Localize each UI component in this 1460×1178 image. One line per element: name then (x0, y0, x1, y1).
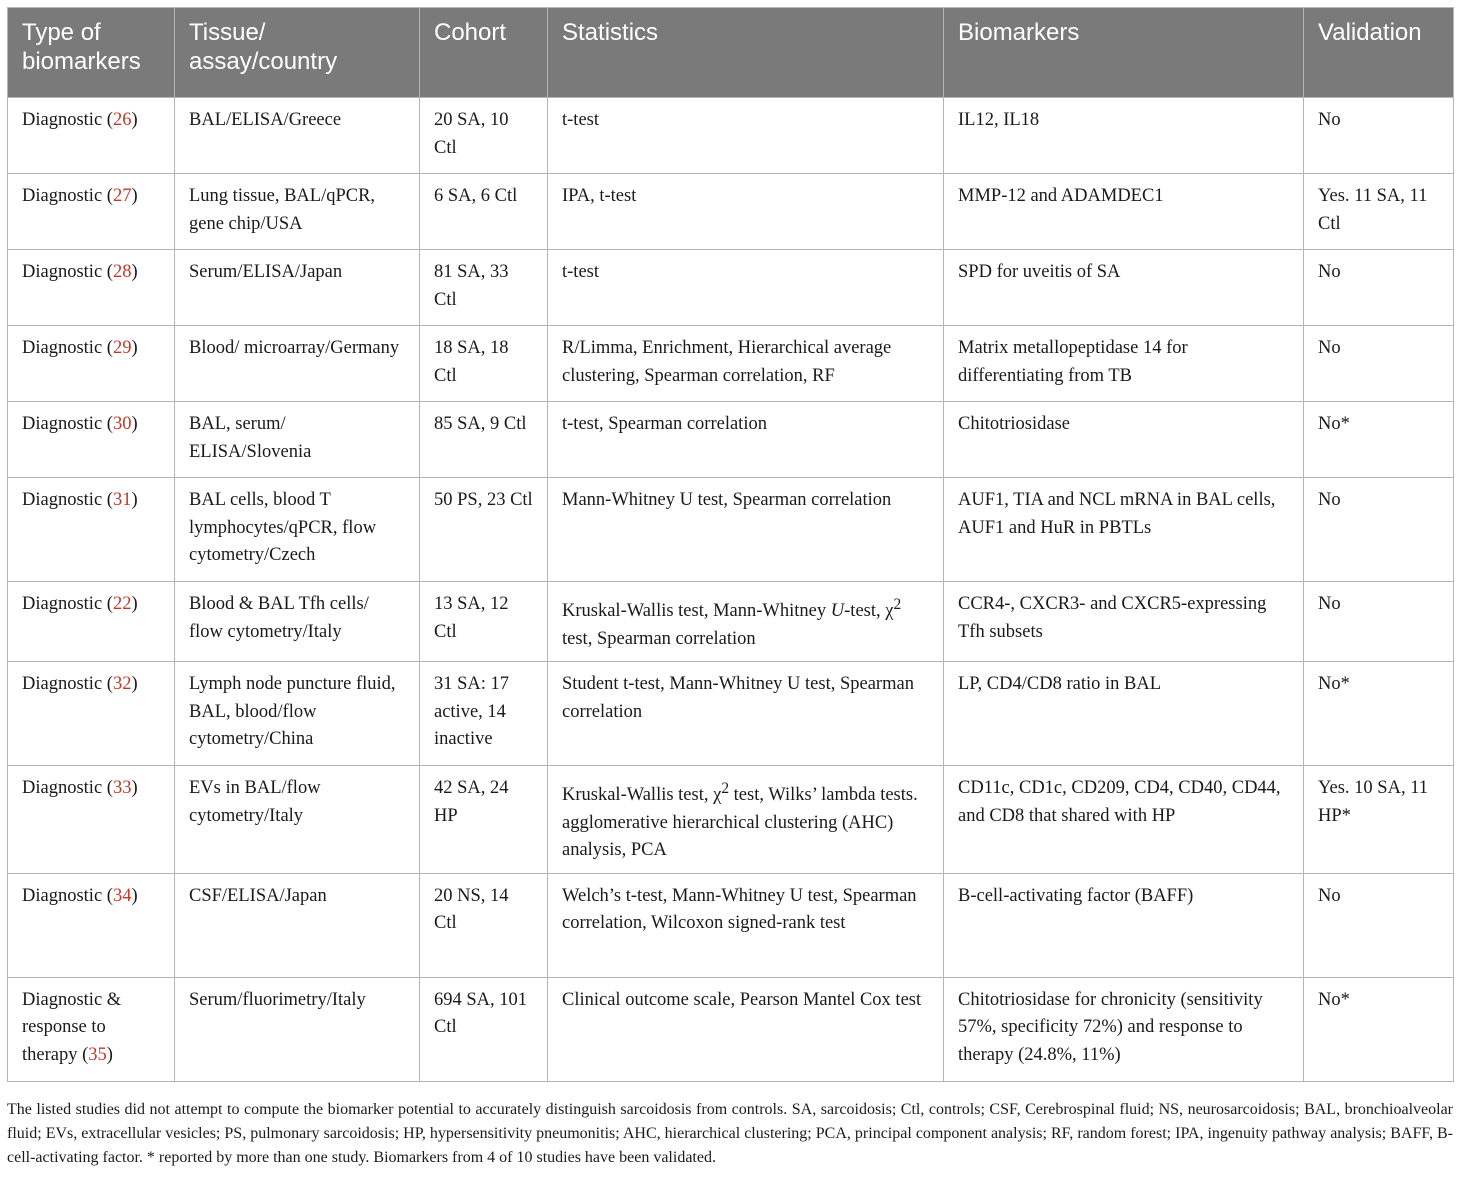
cell-type: Diagnostic (32) (8, 662, 175, 766)
cell-tissue: Lung tissue, BAL/qPCR, gene chip/USA (175, 174, 420, 250)
cell-type: Diagnostic (29) (8, 326, 175, 402)
header-statistics: Statistics (548, 8, 944, 98)
cell-validation: Yes. 10 SA, 11 HP* (1304, 766, 1454, 874)
table-row (8, 478, 1454, 582)
cell-type: Diagnostic (26) (8, 98, 175, 174)
table-row (8, 766, 1454, 874)
header-validation: Validation (1304, 8, 1454, 98)
cell-tissue: BAL/ELISA/Greece (175, 98, 420, 174)
table-row (8, 174, 1454, 250)
cell-type: Diagnostic & response to therapy (35) (8, 977, 175, 1081)
cell-type: Diagnostic (27) (8, 174, 175, 250)
cell-tissue: Lymph node puncture fluid, BAL, blood/flow cytometry/China (175, 662, 420, 766)
cell-cohort: 694 SA, 101 Ctl (420, 977, 548, 1081)
table-row (8, 582, 1454, 662)
cell-type: Diagnostic (33) (8, 766, 175, 874)
cell-validation: No* (1304, 977, 1454, 1081)
cell-biomarkers: Matrix metallopeptidase 14 for differentiating from TB (944, 326, 1304, 402)
cell-cohort: 13 SA, 12 Ctl (420, 582, 548, 662)
table-row (8, 98, 1454, 174)
table-footnote: The listed studies did not attempt to compute the biomarker potential to accurately distinguish sarcoidosis from controls. SA, sarcoidosis; Ctl, controls; CSF, Cerebrospinal fluid; NS, neurosarcoidosis; BAL, bronchioalveolar fluid; EVs, extracellular vesicles; PS, pulmonary sarcoidosis; HP, hypersensitivity pneumonitis; AHC, hierarchical clustering; PCA, principal component analysis; RF, random forest; IPA, ingenuity pathway analysis; BAFF, B-cell-activating factor. * reported by more than one study. Biomarkers from 4 of 10 studies have been validated. (7, 1101, 1453, 1166)
header-cohort: Cohort (420, 8, 548, 98)
cell-cohort: 6 SA, 6 Ctl (420, 174, 548, 250)
cell-tissue: BAL cells, blood T lymphocytes/qPCR, flow cytometry/Czech (175, 478, 420, 582)
cell-cohort: 18 SA, 18 Ctl (420, 326, 548, 402)
cell-validation: No (1304, 98, 1454, 174)
cell-biomarkers: CD11c, CD1c, CD209, CD4, CD40, CD44, and CD8 that shared with HP (944, 766, 1304, 874)
cell-biomarkers: CCR4-, CXCR3- and CXCR5-expressing Tfh subsets (944, 582, 1304, 662)
reference-link[interactable]: 29 (112, 338, 132, 358)
cell-biomarkers: IL12, IL18 (944, 98, 1304, 174)
cell-type: Diagnostic (22) (8, 582, 175, 662)
cell-biomarkers: AUF1, TIA and NCL mRNA in BAL cells, AUF1 and HuR in PBTLs (944, 478, 1304, 582)
cell-type: Diagnostic (34) (8, 873, 175, 977)
cell-type: Diagnostic (30) (8, 402, 175, 478)
table-row (8, 662, 1454, 766)
table-row (8, 977, 1454, 1081)
cell-statistics: t-test (548, 250, 944, 326)
cell-validation: No (1304, 326, 1454, 402)
biomarkers-table (7, 7, 1454, 1082)
cell-tissue: Blood/ microarray/Germany (175, 326, 420, 402)
reference-link[interactable]: 26 (112, 110, 132, 130)
cell-statistics: Student t-test, Mann-Whitney U test, Spearman correlation (548, 662, 944, 766)
reference-link[interactable]: 27 (112, 186, 132, 206)
cell-validation: No* (1304, 662, 1454, 766)
cell-cohort: 31 SA: 17 active, 14 inactive (420, 662, 548, 766)
table-header-row (8, 8, 1454, 98)
cell-statistics: Kruskal-Wallis test, $\chi^2$ test, Wilks’ lambda tests. agglomerative hierarchical clustering (AHC) analysis, PCA (548, 766, 944, 874)
cell-cohort: 42 SA, 24 HP (420, 766, 548, 874)
cell-biomarkers: Chitotriosidase (944, 402, 1304, 478)
reference-link[interactable]: 33 (112, 778, 132, 799)
reference-link[interactable]: 22 (112, 594, 132, 614)
cell-cohort: 81 SA, 33 Ctl (420, 250, 548, 326)
cell-biomarkers: LP, CD4/CD8 ratio in BAL (944, 662, 1304, 766)
cell-cohort: 20 SA, 10 Ctl (420, 98, 548, 174)
cell-tissue: EVs in BAL/flow cytometry/Italy (175, 766, 420, 874)
header-biomarkers: Biomarkers (944, 8, 1304, 98)
reference-link[interactable]: 32 (112, 674, 132, 695)
cell-biomarkers: SPD for uveitis of SA (944, 250, 1304, 326)
reference-link[interactable]: 35 (88, 1044, 107, 1065)
cell-cohort: 50 PS, 23 Ctl (420, 478, 548, 582)
cell-cohort: 20 NS, 14 Ctl (420, 873, 548, 977)
cell-tissue: Serum/ELISA/Japan (175, 250, 420, 326)
cell-tissue: Serum/fluorimetry/Italy (175, 977, 420, 1081)
cell-validation: No (1304, 582, 1454, 662)
cell-type: Diagnostic (31) (8, 478, 175, 582)
cell-cohort: 85 SA, 9 Ctl (420, 402, 548, 478)
cell-biomarkers: B-cell-activating factor (BAFF) (944, 873, 1304, 977)
cell-validation: No (1304, 873, 1454, 977)
cell-tissue: CSF/ELISA/Japan (175, 873, 420, 977)
cell-validation: No (1304, 478, 1454, 582)
table-row (8, 402, 1454, 478)
table-row (8, 326, 1454, 402)
cell-statistics: t-test, Spearman correlation (548, 402, 944, 478)
cell-biomarkers: Chitotriosidase for chronicity (sensitivity 57%, specificity 72%) and response to therapy (24.8%, 11%) (944, 977, 1304, 1081)
table-row (8, 250, 1454, 326)
reference-link[interactable]: 31 (112, 490, 132, 510)
reference-link[interactable]: 30 (112, 414, 132, 434)
reference-link[interactable]: 28 (112, 262, 132, 282)
header-type: Type of biomarkers (8, 8, 175, 98)
cell-tissue: Blood & BAL Tfh cells/ flow cytometry/Italy (175, 582, 420, 662)
table-row (8, 873, 1454, 977)
cell-biomarkers: MMP-12 and ADAMDEC1 (944, 174, 1304, 250)
table-container (7, 7, 1453, 1082)
cell-statistics: Welch’s t-test, Mann-Whitney U test, Spearman correlation, Wilcoxon signed-rank test (548, 873, 944, 977)
cell-validation: No (1304, 250, 1454, 326)
cell-type: Diagnostic (28) (8, 250, 175, 326)
cell-validation: No* (1304, 402, 1454, 478)
cell-statistics: Kruskal-Wallis test, Mann-Whitney U-test, $\chi^2$ test, Spearman correlation (548, 582, 944, 662)
cell-statistics: Mann-Whitney U test, Spearman correlation (548, 478, 944, 582)
cell-statistics: Clinical outcome scale, Pearson Mantel Cox test (548, 977, 944, 1081)
cell-tissue: BAL, serum/ ELISA/Slovenia (175, 402, 420, 478)
cell-statistics: R/Limma, Enrichment, Hierarchical average clustering, Spearman correlation, RF (548, 326, 944, 402)
cell-statistics: IPA, t-test (548, 174, 944, 250)
cell-statistics: t-test (548, 98, 944, 174)
header-tissue: Tissue/ assay/country (175, 8, 420, 98)
reference-link[interactable]: 34 (112, 885, 132, 906)
cell-validation: Yes. 11 SA, 11 Ctl (1304, 174, 1454, 250)
